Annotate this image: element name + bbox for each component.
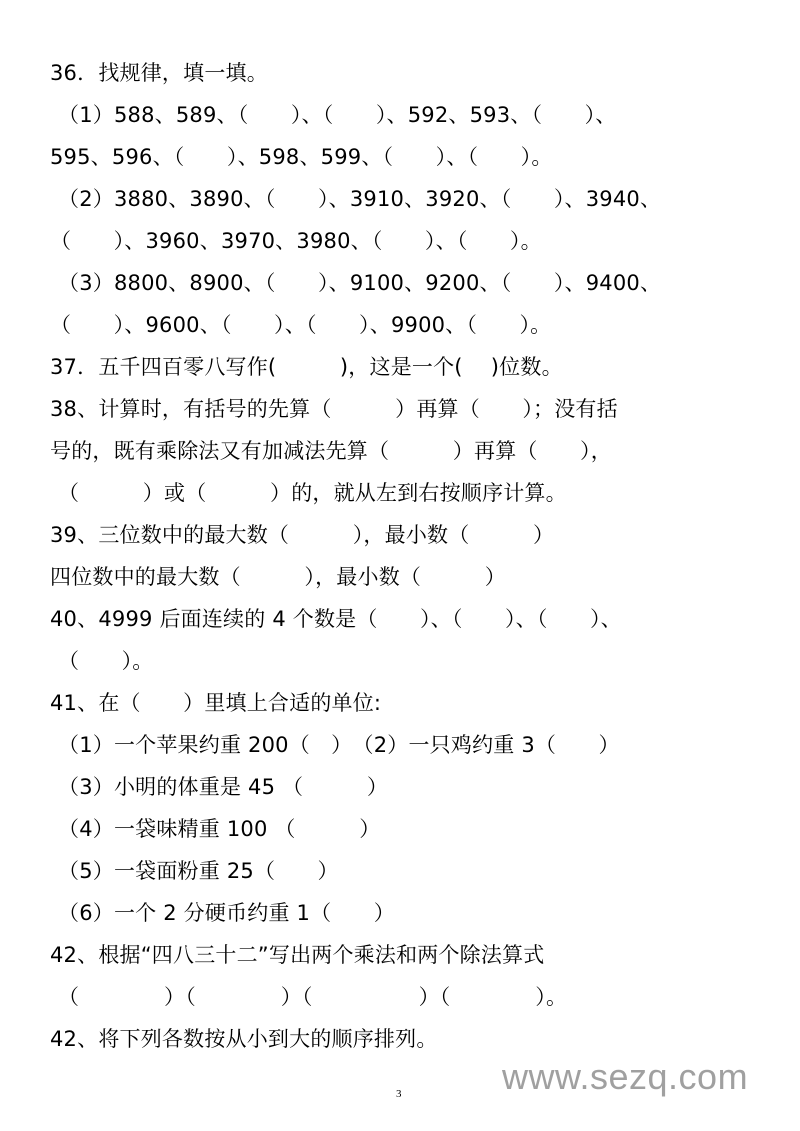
question-39 [50, 514, 760, 598]
question-36 [50, 52, 760, 346]
question-41-title: 41、在（ ）里填上合适的单位: [50, 691, 382, 715]
question-42-multiplication [50, 934, 760, 1018]
question-40 [50, 598, 760, 682]
question-42a-answer-blanks: （ ）（ ）（ ）（ ）。 [58, 985, 568, 1009]
question-40-line-2: （ ）。 [58, 649, 154, 673]
question-39-line-1: 39、三位数中的最大数（ ），最小数（ ） [50, 523, 555, 547]
question-36-part-2-line-2: （ ）、3960、3970、3980、（ ）、（ ）。 [50, 229, 542, 253]
question-41-item-4: （4）一袋味精重 100 （ ） [58, 817, 381, 841]
question-36-part-3-line-2: （ ）、9600、（ ）、（ ）、9900、（ ）。 [50, 313, 552, 337]
question-39-line-2: 四位数中的最大数（ ），最小数（ ） [50, 565, 506, 589]
question-36-part-3-line-1: （3）8800、8900、（ ）、9100、9200、（ ）、9400、 [58, 271, 662, 295]
question-37-text: 37．五千四百零八写作( )，这是一个( )位数。 [50, 355, 563, 379]
question-37 [50, 346, 760, 388]
question-36-part-2-line-1: （2）3880、3890、（ ）、3910、3920、（ ）、3940、 [58, 187, 662, 211]
page-number: 3 [396, 1088, 402, 1100]
question-42-ordering [50, 1018, 760, 1060]
watermark: www.sezq.com [502, 1056, 749, 1097]
question-40-line-1: 40、4999 后面连续的 4 个数是（ ）、（ ）、（ ）、 [50, 607, 622, 631]
question-42b-title: 42、将下列各数按从小到大的顺序排列。 [50, 1027, 438, 1051]
question-38-line-2: 号的，既有乘除法又有加减法先算（ ）再算（ ）， [50, 439, 612, 463]
question-41-item-1-2: （1）一个苹果约重 200（ ） （2）一只鸡约重 3（ ） [58, 733, 620, 757]
question-41-item-3: （3）小明的体重是 45 （ ） [58, 775, 389, 799]
question-36-part-1-line-1: （1）588、589、（ ）、（ ）、592、593、（ ）、 [58, 103, 617, 127]
question-38-line-1: 38、计算时，有括号的先算（ ）再算（ ）；没有括 [50, 397, 618, 421]
question-41-item-6: （6）一个 2 分硬币约重 1（ ） [58, 901, 395, 925]
question-38-line-3: （ ）或（ ）的，就从左到右按顺序计算。 [58, 481, 567, 505]
question-38 [50, 388, 760, 514]
question-41 [50, 682, 760, 934]
question-36-part-1-line-2: 595、596、（ ）、598、599、（ ）、（ ）。 [50, 145, 553, 169]
question-41-item-5: （5）一袋面粉重 25（ ） [58, 859, 339, 883]
question-42a-title: 42、根据“四八三十二”写出两个乘法和两个除法算式 [50, 943, 545, 967]
question-36-title: 36．找规律，填一填。 [50, 61, 268, 85]
worksheet-page [50, 52, 760, 1060]
